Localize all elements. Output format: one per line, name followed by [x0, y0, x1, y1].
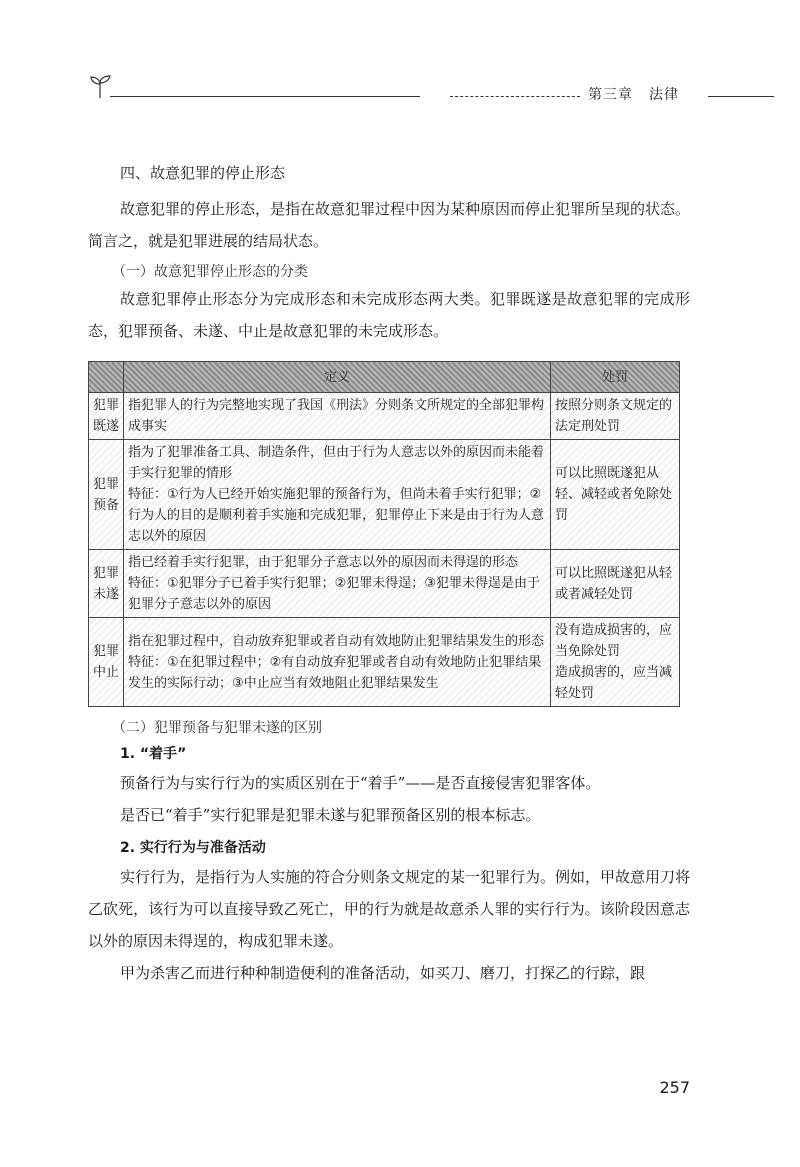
- point-one-paragraph-2: 是否已“着手”实行犯罪是犯罪未遂与犯罪预备区别的根本标志。: [120, 806, 541, 824]
- point-two-paragraph-1: 实行行为，是指行为人实施的符合分则条文规定的某一犯罪行为。例如，甲故意用刀将乙砍死，该行为可以直接导致乙死亡，甲的行为就是故意杀人罪的实行行为。该阶段因意志以外的原因未得逞的，构成犯罪未遂。: [88, 868, 691, 950]
- subheading-classification: （一）故意犯罪停止形态的分类: [112, 264, 308, 280]
- point-two-title: 2. 实行行为与准备活动: [120, 840, 266, 856]
- table-header-row: [89, 362, 680, 393]
- punishment-cell: 没有造成损害的，应当免除处罚 造成损害的，应当减轻处罚: [551, 618, 680, 707]
- table-row: [89, 618, 680, 707]
- page-content: [88, 148, 690, 989]
- section-heading: 四、故意犯罪的停止形态: [120, 164, 286, 182]
- crime-forms-table: [88, 361, 680, 707]
- definition-cell: 指犯罪人的行为完整地实现了我国《刑法》分则条文所规定的全部犯罪构成事实: [124, 393, 551, 440]
- header-rule-left: [110, 96, 420, 97]
- header-rule-right: [708, 96, 774, 97]
- point-one-title: 1. “着手”: [120, 746, 187, 762]
- subheading-distinction: （二）犯罪预备与犯罪未遂的区别: [112, 720, 322, 736]
- chapter-label: [588, 84, 679, 104]
- running-header: [88, 74, 774, 104]
- table-header-punishment: 处罚: [551, 362, 680, 393]
- chapter-number: 第三章: [588, 87, 633, 103]
- crime-type-cell: 犯罪未遂: [89, 550, 124, 618]
- point-one-paragraph-1: 预备行为与实行行为的实质区别在于“着手”——是否直接侵害犯罪客体。: [120, 774, 601, 792]
- table-row: [89, 440, 680, 550]
- table-row: [89, 550, 680, 618]
- crime-type-cell: 犯罪既遂: [89, 393, 124, 440]
- header-rule-middle: [450, 96, 580, 97]
- table-header-definition: 定义: [124, 362, 551, 393]
- page-number: 257: [659, 1078, 690, 1097]
- definition-cell: 指已经着手实行犯罪，由于犯罪分子意志以外的原因而未得逞的形态 特征：①犯罪分子已着手实行犯罪；②犯罪未得逞；③犯罪未得逞是由于犯罪分子意志以外的原因: [124, 550, 551, 618]
- punishment-cell: 可以比照既遂犯从轻或者减轻处罚: [551, 550, 680, 618]
- punishment-cell: 按照分则条文规定的法定刑处罚: [551, 393, 680, 440]
- table-header-type: [89, 362, 124, 393]
- definition-cell: 指在犯罪过程中，自动放弃犯罪或者自动有效地防止犯罪结果发生的形态 特征：①在犯罪过程中；②有自动放弃犯罪或者自动有效地防止犯罪结果发生的实际行动；③中止应当有效地阻止犯罪结果发生: [124, 618, 551, 707]
- definition-cell: 指为了犯罪准备工具、制造条件，但由于行为人意志以外的原因而未能着手实行犯罪的情形 特征：①行为人已经开始实施犯罪的预备行为，但尚未着手实行犯罪；②行为人的目的是顺利着手实施和完成犯罪，犯罪停止下来是由于行为人意志以外的原因: [124, 440, 551, 550]
- crime-type-cell: 犯罪中止: [89, 618, 124, 707]
- definition-paragraph: 故意犯罪的停止形态，是指在故意犯罪过程中因为某种原因而停止犯罪所呈现的状态。简言之，就是犯罪进展的结局状态。: [88, 200, 691, 250]
- classification-paragraph: 故意犯罪停止形态分为完成形态和未完成形态两大类。犯罪既遂是故意犯罪的完成形态，犯罪预备、未遂、中止是故意犯罪的未完成形态。: [88, 290, 690, 340]
- chapter-title: 法律: [649, 87, 679, 103]
- table-row: [89, 393, 680, 440]
- punishment-cell: 可以比照既遂犯从轻、减轻或者免除处罚: [551, 440, 680, 550]
- crime-type-cell: 犯罪预备: [89, 440, 124, 550]
- point-two-paragraph-2: 甲为杀害乙而进行种种制造便利的准备活动，如买刀、磨刀，打探乙的行踪，跟: [120, 964, 646, 982]
